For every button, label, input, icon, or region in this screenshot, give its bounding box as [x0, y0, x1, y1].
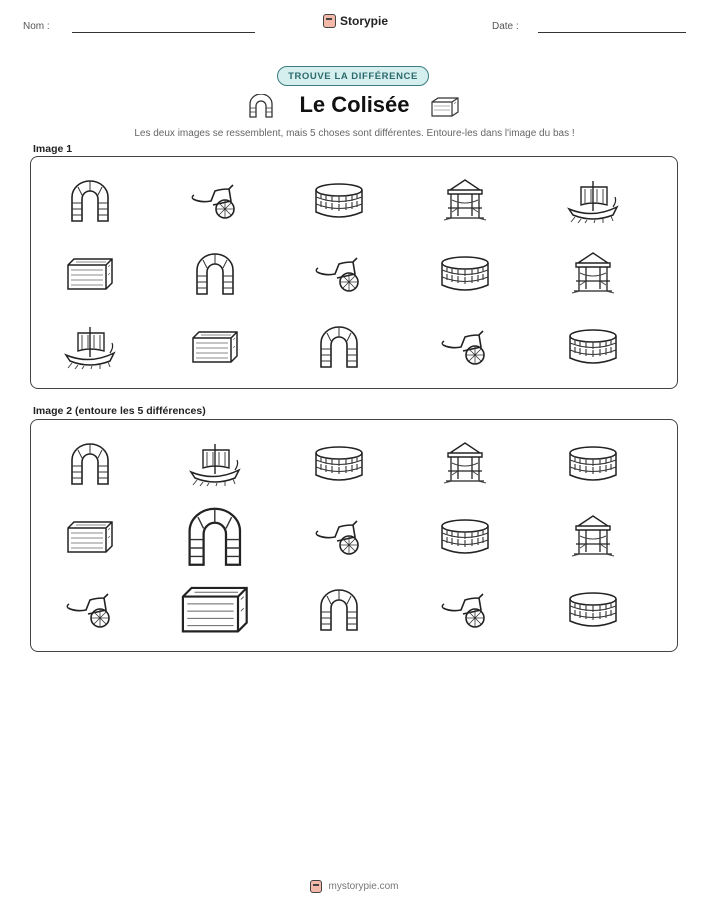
arch-icon[interactable]	[176, 498, 254, 576]
stone-block-icon	[187, 319, 243, 375]
name-line[interactable]	[72, 32, 255, 33]
gazebo-icon[interactable]	[565, 509, 621, 565]
arch-icon[interactable]	[311, 582, 367, 638]
stone-block-icon[interactable]	[174, 569, 255, 650]
stone-block-icon[interactable]	[62, 509, 118, 565]
colosseum-icon[interactable]	[565, 436, 621, 492]
gazebo-icon[interactable]	[437, 436, 493, 492]
chariot-icon	[437, 319, 493, 375]
ship-icon[interactable]	[187, 436, 243, 492]
chariot-icon[interactable]	[311, 509, 367, 565]
storypie-logo-icon	[310, 880, 322, 893]
page-title: Le Colisée	[299, 92, 410, 117]
colosseum-icon	[437, 246, 493, 302]
date-line[interactable]	[538, 32, 686, 33]
section2-label: Image 2 (entoure les 5 différences)	[33, 405, 206, 417]
chariot-icon	[187, 173, 243, 229]
arch-icon	[62, 173, 118, 229]
chariot-icon[interactable]	[62, 582, 118, 638]
brand-logo	[323, 14, 388, 28]
colosseum-icon	[311, 173, 367, 229]
instructions: Les deux images se ressemblent, mais 5 choses sont différentes. Entoure-les dans l'image du bas !	[134, 128, 575, 139]
footer-url[interactable]: mystorypie.com	[328, 881, 399, 892]
name-label: Nom :	[23, 21, 50, 32]
stone-block-icon	[430, 96, 460, 123]
colosseum-icon[interactable]	[565, 582, 621, 638]
stone-block-icon	[62, 246, 118, 302]
brand-name: Storypie	[340, 14, 389, 28]
gazebo-icon	[437, 173, 493, 229]
image2-panel[interactable]	[30, 419, 678, 652]
image1-panel	[30, 156, 678, 389]
arch-icon	[248, 94, 274, 123]
arch-icon	[187, 246, 243, 302]
footer	[0, 880, 709, 893]
activity-badge: TROUVE LA DIFFÉRENCE	[277, 66, 429, 86]
chariot-icon[interactable]	[437, 582, 493, 638]
arch-icon[interactable]	[62, 436, 118, 492]
gazebo-icon	[565, 246, 621, 302]
section1-label: Image 1	[33, 143, 73, 155]
colosseum-icon[interactable]	[311, 436, 367, 492]
ship-icon	[565, 173, 621, 229]
ship-icon	[62, 319, 118, 375]
colosseum-icon	[565, 319, 621, 375]
chariot-icon	[311, 246, 367, 302]
colosseum-icon[interactable]	[437, 509, 493, 565]
storypie-logo-icon	[323, 14, 336, 28]
arch-icon	[311, 319, 367, 375]
date-label: Date :	[492, 21, 519, 32]
